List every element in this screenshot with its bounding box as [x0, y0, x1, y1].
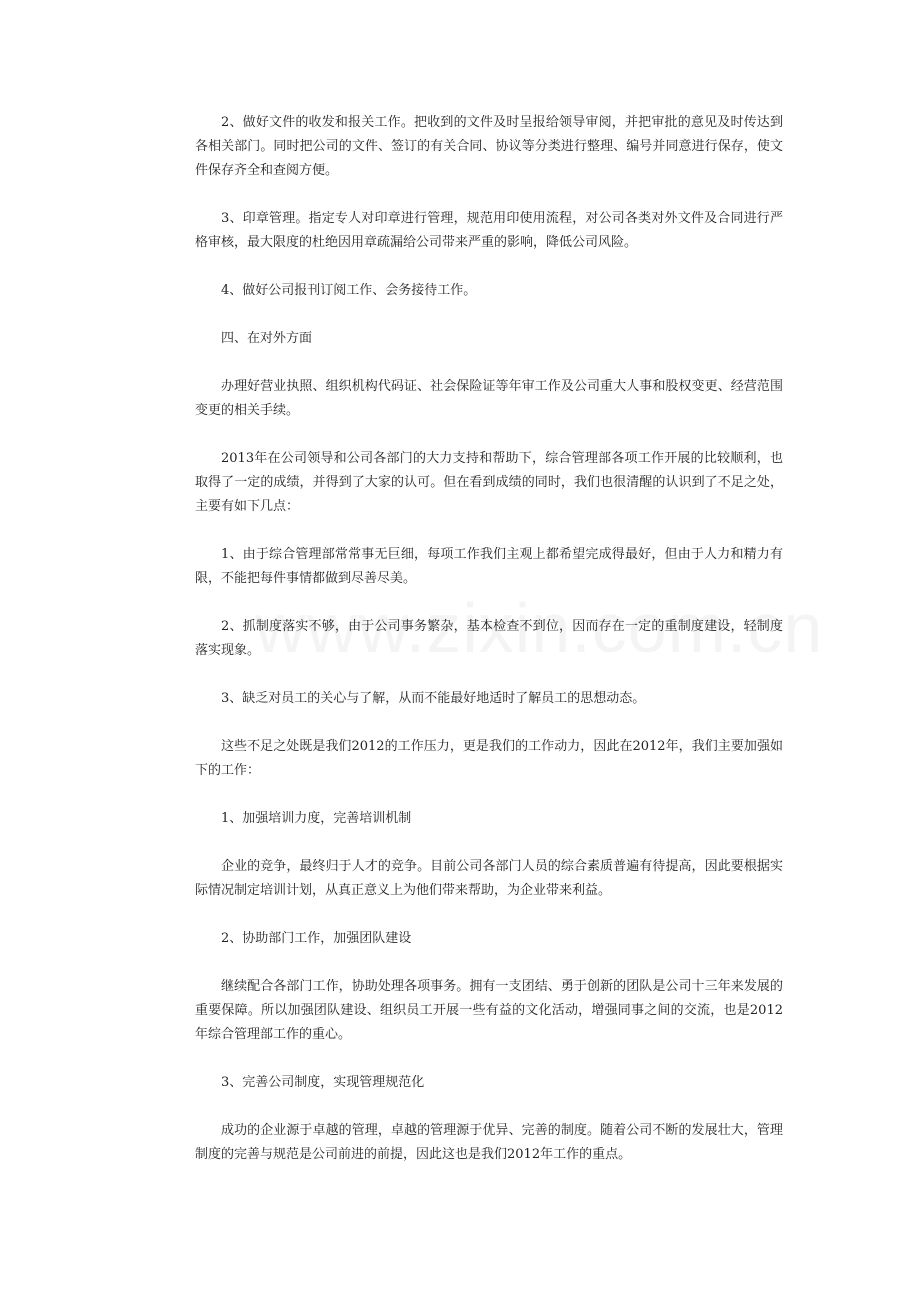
paragraph-shortcoming-2: 2、抓制度落实不够，由于公司事务繁杂，基本检查不到位，因而存在一定的重制度建设，轻制度落实现象。 — [195, 619, 783, 658]
paragraph-2012-plan-intro: 这些不足之处既是我们2012的工作压力，更是我们的工作动力，因此在2012年，我们主要加强如下的工作： — [195, 739, 783, 778]
heading-training: 1、加强培训力度，完善培训机制 — [221, 811, 412, 826]
document-body — [195, 111, 783, 1191]
paragraph-shortcoming-3: 3、缺乏对员工的关心与了解，从而不能最好地适时了解员工的思想动态。 — [221, 691, 646, 706]
section-heading-external: 四、在对外方面 — [221, 331, 313, 346]
paragraph-team-building: 继续配合各部门工作，协助处理各项事务。拥有一支团结、勇于创新的团队是公司十三年来发展的重要保障。所以加强团队建设、组织员工开展一些有益的文化活动，增强同事之间的交流，也是2012年综合管理部工作的重心。 — [195, 979, 783, 1042]
paragraph-licenses: 办理好营业执照、组织机构代码证、社会保险证等年审工作及公司重大人事和股权变更、经营范围变更的相关手续。 — [195, 379, 783, 418]
paragraph-training: 企业的竞争，最终归于人才的竞争。目前公司各部门人员的综合素质普遍有待提高，因此要根据实际情况制定培训计划，从真正意义上为他们带来帮助，为企业带来利益。 — [195, 859, 783, 898]
paragraph-seal-management: 3、印章管理。指定专人对印章进行管理，规范用印使用流程，对公司各类对外文件及合同进行严格审核，最大限度的杜绝因用章疏漏给公司带来严重的影响，降低公司风险。 — [195, 211, 783, 250]
heading-team-building: 2、协助部门工作，加强团队建设 — [221, 931, 412, 946]
paragraph-subscriptions-reception: 4、做好公司报刊订阅工作、会务接待工作。 — [221, 283, 477, 298]
paragraph-2013-summary: 2013年在公司领导和公司各部门的大力支持和帮助下，综合管理部各项工作开展的比较顺利，也取得了一定的成绩，并得到了大家的认可。但在看到成绩的同时，我们也很清醒的认识到了不足之处，主要有如下几点： — [195, 451, 783, 514]
heading-company-rules: 3、完善公司制度，实现管理规范化 — [221, 1075, 425, 1090]
paragraph-shortcoming-1: 1、由于综合管理部常常事无巨细，每项工作我们主观上都希望完成得最好，但由于人力和精力有限，不能把每件事情都做到尽善尽美。 — [195, 547, 783, 586]
paragraph-company-rules: 成功的企业源于卓越的管理，卓越的管理源于优异、完善的制度。随着公司不断的发展壮大，管理制度的完善与规范是公司前进的前提，因此这也是我们2012年工作的重点。 — [195, 1123, 783, 1162]
paragraph-file-handling: 2、做好文件的收发和报关工作。把收到的文件及时呈报给领导审阅，并把审批的意见及时传达到各相关部门。同时把公司的文件、签订的有关合同、协议等分类进行整理、编号并同意进行保存，使文件保存齐全和查阅方便。 — [195, 115, 783, 178]
